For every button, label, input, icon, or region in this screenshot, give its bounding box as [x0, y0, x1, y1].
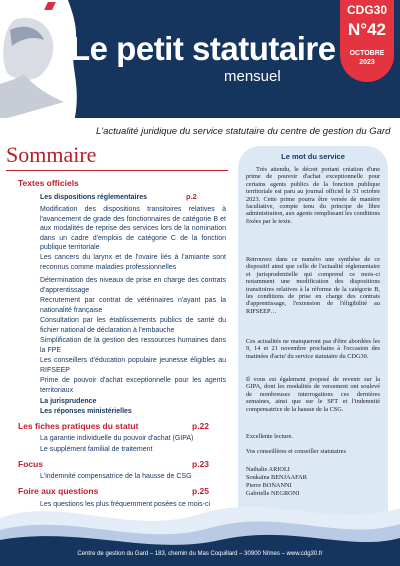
sommaire-title: Sommaire: [6, 142, 97, 167]
page-ref-faq[interactable]: p.25: [192, 486, 210, 496]
panel-paragraph: Excellente lecture.: [246, 433, 293, 440]
toc-item[interactable]: Les questions les plus fréquemment posées ce mois-ci: [40, 501, 211, 508]
badge-month: OCTOBRE: [349, 50, 385, 57]
signatory: Nathalie ARIOLI: [246, 466, 290, 473]
panel-paragraph: Il vous est également proposé de revenir sur la GIPA, dont les modalités de versement ont soulevé de nombreuses interrogations ces dernières semaines, ainsi que sur le SFT et l'indemnité compensatrice de la hausse de la CSG.: [246, 376, 380, 413]
toc-item[interactable]: Détermination des niveaux de prise en charge des contrats d'apprentissage: [40, 277, 226, 294]
toc-item[interactable]: Modification des dispositions transitoires relatives à l'avancement de grade des fonctionnaires de catégorie B et aux modalités de reprise des services lors de la nomination dans un cadre d'emplois de catégorie C de la fonction publique territoriale: [40, 206, 226, 252]
newsletter-subtitle: mensuel: [224, 68, 281, 85]
signatory: Pierre BONANNI: [246, 482, 292, 489]
toc-item[interactable]: Prime de pouvoir d'achat exceptionnelle pour les agents territoriaux: [40, 377, 226, 394]
toc-item[interactable]: Les cancers du larynx et de l'ovaire liés à l'amiante sont reconnus comme maladies professionnelles: [40, 254, 226, 271]
signatory: Soukaïna BENJAAFAR: [246, 474, 307, 481]
subsection-jurisprudence[interactable]: La jurisprudence: [40, 398, 97, 405]
toc-item[interactable]: Recrutement par contrat de vétérinaires n'ayant pas la nationalité française: [40, 297, 226, 314]
section-focus[interactable]: Focus: [18, 459, 44, 469]
section-textes-officiels[interactable]: Textes officiels: [18, 178, 79, 188]
page-ref-fiches[interactable]: p.22: [192, 421, 210, 431]
panel-paragraph: Vos conseillères et conseiller statutaires: [246, 448, 346, 455]
subsection-reponses[interactable]: Les réponses ministérielles: [40, 408, 132, 415]
panel-paragraph: Très attendu, le décret portant création d'une prime de pouvoir d'achat exceptionnelle pour certains agents publics de la fonction publique territoriale est paru au journal officiel le 31 octobre 2023. Cette prime pourra être versée de manière facultative, compte tenu du principe de libre administration, aux agents remplissant les conditions fixées par le texte.: [246, 166, 380, 225]
title-underline: [6, 170, 228, 171]
toc-item[interactable]: Consultation par les établissements publics de santé du fichier national de déclaration à l'embauche: [40, 317, 226, 334]
panel-title: Le mot du service: [281, 152, 345, 161]
toc-item[interactable]: Le supplément familial de traitement: [40, 446, 153, 453]
panel-paragraph: Retrouvez dans ce numéro une synthèse de ce dispositif ainsi que celle de l'actualité réglementaire et jurisprudentielle qui comprend ce mois-ci notamment une modification des dispositions transitoires relatives à la réforme de la catégorie B, les conditions de prise en charge des contrats d'apprentissage, l'extension de l'éligibilité au RIFSEEP…: [246, 256, 380, 315]
page-ref-dispositions[interactable]: p.2: [186, 192, 197, 201]
tagline: L'actualité juridique du service statutaire du centre de gestion du Gard: [96, 126, 391, 137]
toc-item[interactable]: Les conseillers d'éducation populaire jeunesse éligibles au RIFSEEP: [40, 357, 226, 374]
section-faq[interactable]: Foire aux questions: [18, 486, 99, 496]
badge-year: 2023: [359, 59, 375, 66]
section-fiches-pratiques[interactable]: Les fiches pratiques du statut: [18, 421, 139, 431]
page-ref-focus[interactable]: p.23: [192, 459, 210, 469]
badge-org: CDG30: [346, 3, 387, 17]
issue-badge: [340, 0, 394, 82]
toc-item[interactable]: Simplification de la gestion des ressources humaines dans la FPE: [40, 337, 226, 354]
footer-address: Centre de gestion du Gard – 183, chemin du Mas Coquillard – 30900 Nîmes – www.cdg30.fr: [77, 551, 323, 557]
signatory: Gabrielle NEGRONI: [246, 490, 300, 497]
subsection-dispositions[interactable]: Les dispositions réglementaires: [40, 194, 147, 201]
toc-item[interactable]: L'indemnité compensatrice de la hausse de CSG: [40, 473, 192, 480]
badge-number: N°42: [348, 20, 386, 39]
newsletter-title: Le petit statutaire: [70, 30, 336, 67]
header-banner: [0, 0, 400, 118]
panel-paragraph: Ces actualités ne manqueront pas d'être abordées les 9, 14 et 21 novembre prochains à l'occasion des matinées d'actu' du service statutaire du CDG30.: [246, 338, 380, 360]
toc-item[interactable]: La garantie individuelle du pouvoir d'achat (GIPA): [40, 435, 194, 442]
